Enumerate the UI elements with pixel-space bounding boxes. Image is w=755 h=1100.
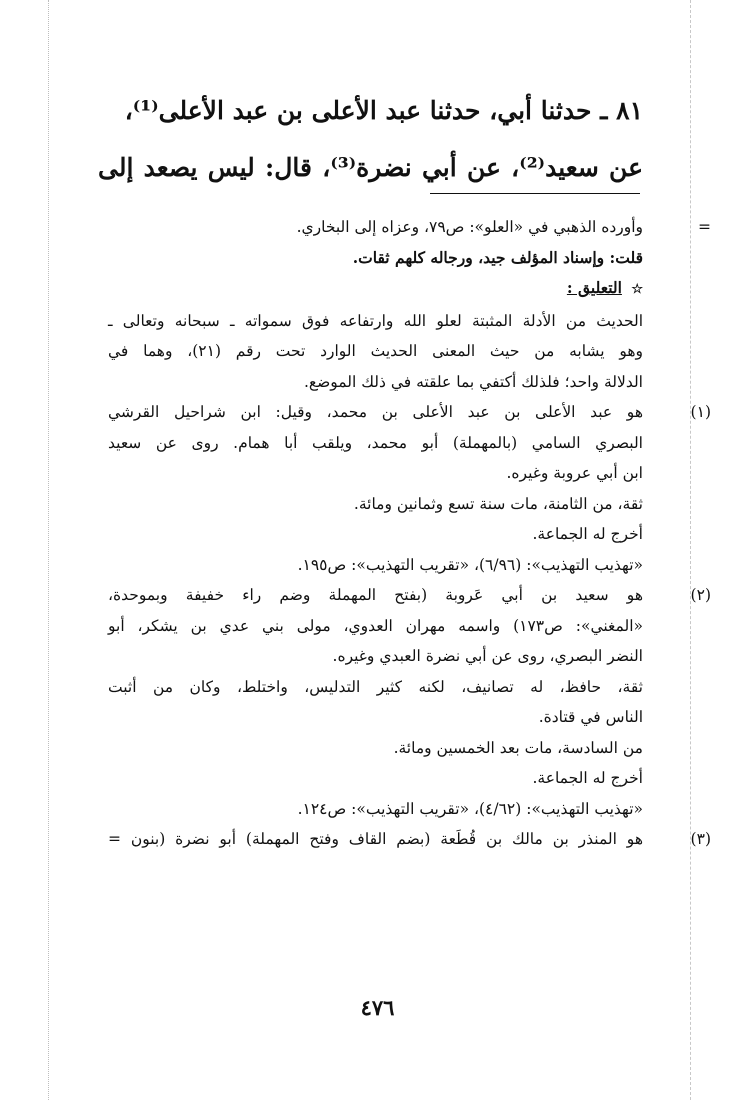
footnote-line: [108, 824, 711, 855]
commentary-heading-label: التعليق :: [566, 278, 622, 297]
footnote-intro-line: قلت: وإسناد المؤلف جيد، ورجاله كلهم ثقات.: [352, 247, 643, 267]
footnote-line: البصري السامي (بالمهملة) أبو محمد، ويلقب أبا همام. روى عن سعيد: [108, 433, 643, 452]
footnote-number: (١): [690, 403, 711, 421]
footnote-intro-line: [108, 212, 711, 243]
footnote-text: وأورده الذهبي في «العلو»: ص٧٩، وعزاه إلى البخاري.: [296, 218, 643, 236]
footnote-line: [108, 580, 711, 611]
page-number: ٤٧٦: [360, 995, 395, 1020]
footnote-line: ثقة، من الثامنة، مات سنة تسع وثمانين ومائة.: [353, 494, 643, 513]
continuation-marker: =: [698, 218, 711, 236]
footnote-line: أخرج له الجماعة.: [532, 525, 643, 543]
footnote-line: ثقة، حافظ، له تصانيف، لكنه كثير التدليس، واختلط، وكان من أثبت: [108, 677, 643, 696]
commentary-heading: [108, 273, 643, 306]
footnote-line: «تهذيب التهذيب»: (٤/٦٢)، «تقريب التهذيب»: ص١٢٤.: [297, 799, 643, 818]
footnotes-area: [108, 212, 711, 855]
footnote-text: هو سعيد بن أبي عَروبة (بفتح المهملة وضم راء خفيفة وبموحدة،: [108, 586, 643, 604]
commentary-line: الدلالة واحد؛ فلذلك أكتفي بما علقته في ذلك الموضع.: [303, 372, 643, 391]
footnote-text: هو المنذر بن مالك بن قُطَعة (بضم القاف وفتح المهملة) أبو نضرة (بنون =: [108, 830, 643, 848]
footnote-text: هو عبد الأعلى بن عبد الأعلى بن محمد، وقيل: ابن شراحيل القرشي: [108, 403, 643, 421]
main-text-line: ٨١ ـ حدثنا أبي، حدثنا عبد الأعلى بن عبد الأعلى⁽¹⁾،: [124, 96, 643, 125]
commentary-line: وهو يشابه من حيث المعنى الحديث الوارد تحت رقم (٢١)، وهما في: [108, 342, 644, 360]
footnote-line: النضر البصري، روى عن أبي نضرة العبدي وغيره.: [332, 647, 643, 665]
main-text-line: عن سعيد⁽²⁾، عن أبي نضرة⁽³⁾، قال: ليس يصعد إلى: [98, 153, 643, 182]
footnote-line: «تهذيب التهذيب»: (٦/٩٦)، «تقريب التهذيب»: ص١٩٥.: [297, 555, 643, 574]
footnote-line: من السادسة، مات بعد الخمسين ومائة.: [393, 738, 643, 757]
commentary-line: الحديث من الأدلة المثبتة لعلو الله وارتفاعه فوق سمواته ـ سبحانه وتعالى ـ: [108, 311, 643, 330]
footnote-line: أخرج له الجماعة.: [532, 769, 643, 787]
margin-dashed-line: [690, 0, 691, 1100]
footnote-line: ابن أبي عروبة وغيره.: [506, 464, 643, 482]
footnote-number: (٢): [690, 586, 711, 604]
star-icon: ☆: [631, 282, 643, 297]
footnote-separator: [430, 193, 640, 194]
margin-dotted-line: [48, 0, 49, 1100]
footnote-line: [108, 397, 711, 428]
main-text-block: [98, 82, 643, 196]
footnote-number: (٣): [690, 830, 711, 848]
footnote-line: الناس في قتادة.: [538, 708, 643, 726]
footnote-line: «المغني»: ص١٧٣) واسمه مهران العدوي، مولى بني عدي بن يشكر، أبو: [108, 616, 643, 635]
